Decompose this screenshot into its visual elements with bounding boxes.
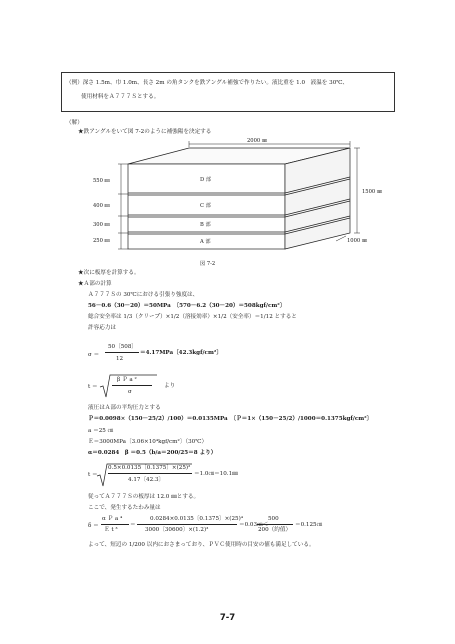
delta-numerator-2: 0.0284×0.0135〔0.1375〕×(25)⁴ [150, 516, 244, 522]
body-line-3: Ａ７７７Ｓの 30℃における引張り強度は、 [88, 292, 199, 298]
part-c-label: C 部 [200, 203, 211, 209]
body-line-7: 液圧はＡ部の平均圧力とする [88, 405, 161, 411]
delta-numerator-3: 500 [268, 516, 279, 522]
body-line-8: Ｐ＝0.0098×（150－25/2）/100）＝0.0135MPa 〔Ｐ＝1×（150－25/2）/1000＝0.1375kgf/cm²〕 [88, 416, 373, 422]
delta-rhs: ＝0.03㎝＜ [239, 522, 269, 528]
tank-reinforcement-figure [0, 138, 455, 278]
t-suffix: より [164, 383, 176, 389]
body-line-1: ★次に板厚を計算する。 [78, 270, 140, 276]
example-box [61, 72, 395, 112]
dim-a-label: 250 ㎜ [93, 238, 110, 244]
sigma-lhs: σ ＝ [88, 352, 100, 358]
sigma-denominator: 12 [116, 356, 124, 362]
body-line-6: 許容応力は [88, 325, 116, 331]
bullet-angle-reinforcement: ★鉄アングルをいて図 7-2のように補強陽を決定する [78, 129, 212, 135]
delta-denominator-1: Ｅ t ³ [104, 527, 118, 533]
t-fraction-bar [112, 385, 152, 386]
dim-b-label: 300 ㎜ [93, 222, 110, 228]
body-line-13: ここで、発生するたわみ量は [88, 505, 161, 511]
sigma-fraction-bar [105, 352, 139, 353]
sigma-numerator: 50〔508〕 [108, 344, 137, 350]
dim-c-label: 400 ㎜ [93, 203, 110, 209]
delta-denominator-3: 200（約值） [258, 527, 292, 533]
delta-fraction-bar-1 [101, 524, 129, 525]
body-line-9: a ＝25 ㎝ [88, 428, 114, 434]
t2-lhs: t ＝ [88, 472, 98, 478]
dim-width-label: 1000 ㎜ [347, 238, 368, 244]
dim-length-label: 2000 ㎜ [247, 138, 268, 144]
delta-tail: ＝0.125㎝ [295, 522, 323, 528]
delta-fraction-bar-3 [257, 524, 293, 525]
t2-denominator: 4.17〔42.3〕 [128, 477, 165, 483]
body-line-2: ★Ａ部の計算 [78, 281, 112, 287]
body-line-14: よって、短辺の 1/200 以内におさまっており、ＰＶＣ使用時の目安の値も満足している。 [88, 542, 315, 548]
delta-lhs: δ ＝ [88, 523, 99, 529]
t-lhs: t ＝ [88, 384, 98, 390]
t2-rhs: ＝1.0㎝＝10.1㎜ [194, 471, 238, 477]
part-a-label: A 部 [200, 239, 211, 245]
dim-d-label: 550 ㎜ [93, 178, 110, 184]
body-line-5: 総合安全率は 1/3（クリープ）×1/2（溶接効率）×1/2（安全率）＝1/12 とすると [88, 314, 297, 320]
example-line-1: （例）深さ 1.5m、巾 1.0m、長さ 2m の角タンクを鉄アングル補強で作りたい。液比重を 1.0 液温を 30℃、 [66, 80, 349, 86]
t2-numerator: 0.5×0.0135〔0.1375〕×(25)² [108, 465, 191, 471]
t2-fraction-bar [108, 473, 192, 474]
body-line-10: Ｅ＝3000MPa〔3.06×10⁴kgf/cm²〕（30℃） [88, 439, 208, 445]
part-d-label: D 部 [200, 177, 211, 183]
solution-label: （解） [66, 120, 83, 126]
example-line-2: 使用材料をＡ７７７Ｓとする。 [81, 94, 160, 100]
sigma-rhs: ＝4.17MPa〔42.3kgf/cm²〕 [140, 350, 222, 356]
body-line-11: α＝0.0284 β ＝0.5（b/a＝200/25＝8 より） [88, 450, 217, 456]
t-numerator: β Ｐ a ² [117, 377, 137, 383]
page-number: 7-7 [219, 613, 236, 623]
figure-caption: 図 7-2 [200, 261, 216, 267]
part-b-label: B 部 [200, 222, 211, 228]
delta-denominator-2: 3000〔30600〕×(1.2)³ [145, 527, 209, 533]
dim-height-label: 1500 ㎜ [362, 189, 383, 195]
delta-equals: ＝ [130, 522, 136, 528]
body-line-4: 56－0.6（30－20）＝50MPa 〔570－6.2（30－20）＝508kgf/cm²〕 [88, 303, 286, 309]
delta-fraction-bar-2 [137, 524, 237, 525]
body-line-12: 従ってＡ７７７Ｓの板厚は 12.0 ㎜とする。 [88, 494, 200, 500]
delta-numerator-1: α Ｐ a ⁴ [102, 516, 123, 522]
t-denominator: σ [128, 389, 132, 395]
